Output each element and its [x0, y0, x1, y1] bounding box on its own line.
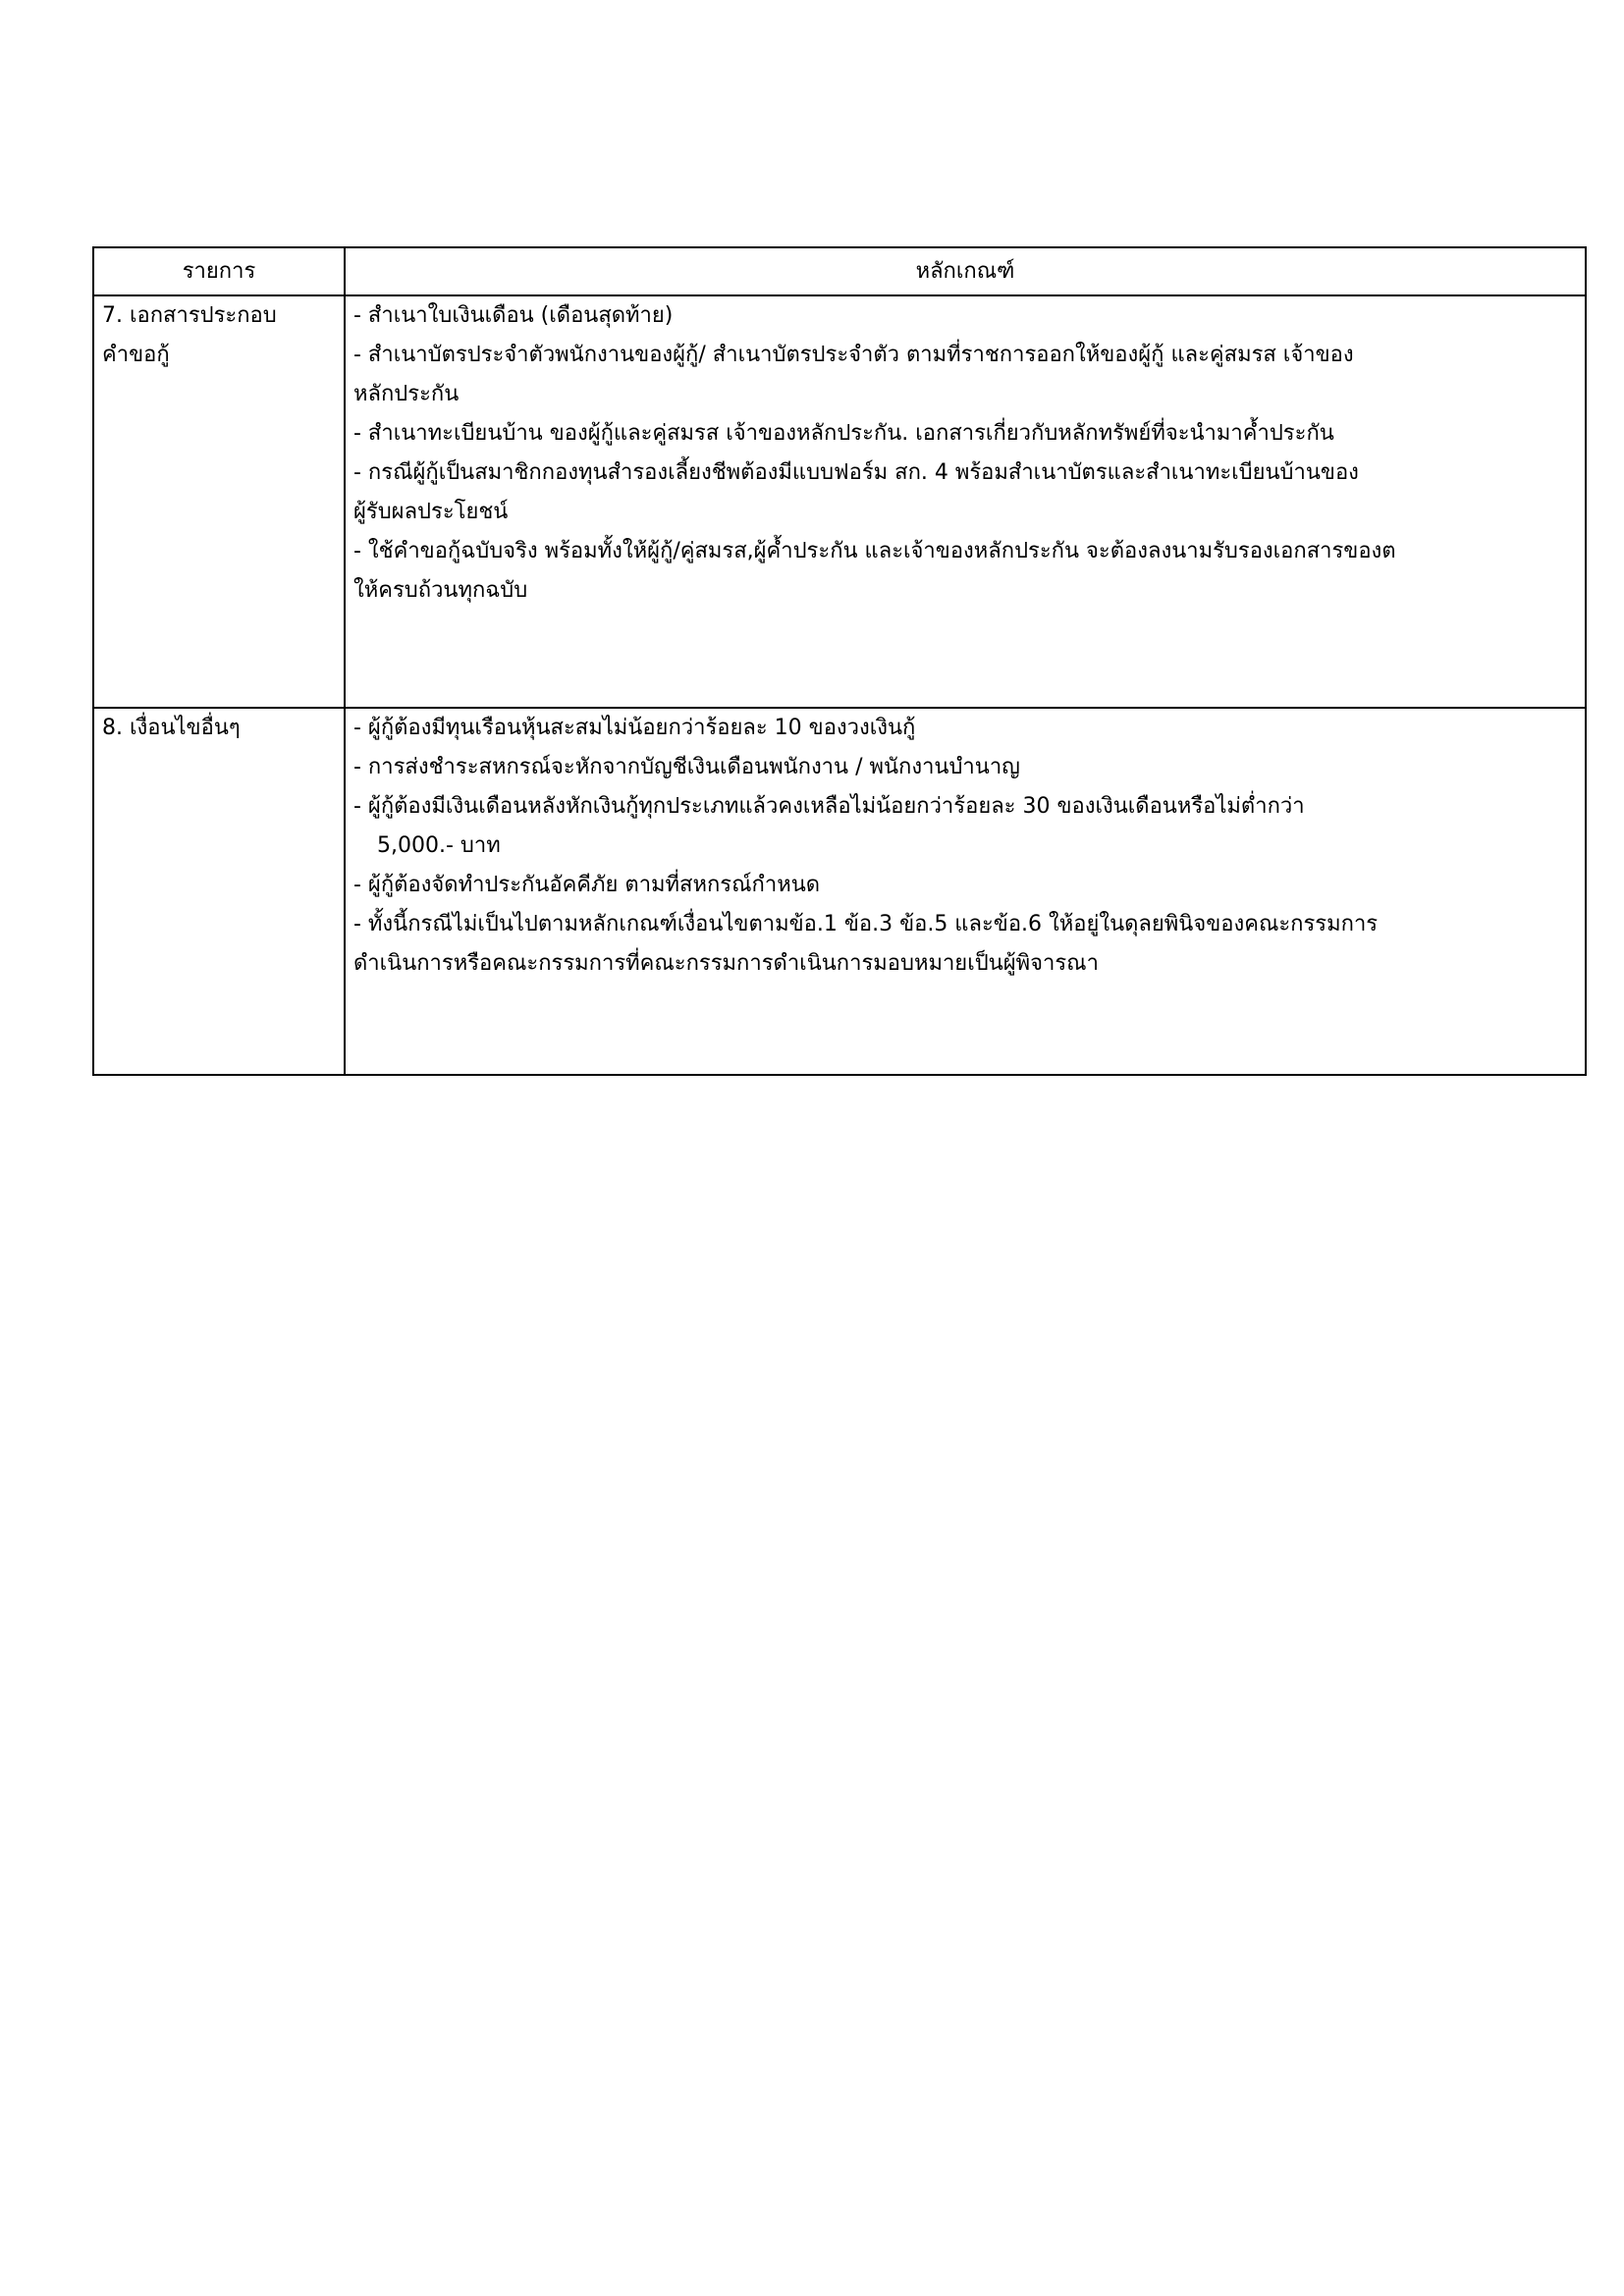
criteria-line: ดำเนินการหรือคณะกรรมการที่คณะกรรมการดำเนินการมอบหมายเป็นผู้พิจารณา	[353, 951, 1099, 976]
criteria-line: ผู้รับผลประโยชน์	[353, 500, 509, 524]
item-cell-other-conditions	[93, 708, 345, 1075]
item-cell-documents	[93, 295, 345, 708]
table-row-other-conditions	[93, 708, 1586, 1075]
criteria-line: - ใช้คำขอกู้ฉบับจริง พร้อมทั้งให้ผู้กู้/คู่สมรส,ผู้ค้ำประกัน และเจ้าของหลักประกัน จะต้องลงนามรับรองเอกสารของต	[353, 539, 1396, 563]
criteria-line: - ผู้กู้ต้องจัดทำประกันอัคคีภัย ตามที่สหกรณ์กำหนด	[353, 873, 821, 897]
criteria-line: - การส่งชำระสหกรณ์จะหักจากบัญชีเงินเดือนพนักงาน / พนักงานบำนาญ	[353, 755, 1020, 779]
criteria-line: - สำเนาบัตรประจำตัวพนักงานของผู้กู้/ สำเนาบัตรประจำตัว ตามที่ราชการออกให้ของผู้กู้ และคู่สมรส เจ้าของ	[353, 343, 1354, 367]
criteria-line: หลักประกัน	[353, 382, 460, 406]
criteria-line: 5,000.- บาท	[377, 833, 501, 858]
table-header-row	[93, 247, 1586, 295]
criteria-cell-other-conditions	[345, 708, 1586, 1075]
criteria-line: - สำเนาใบเงินเดือน (เดือนสุดท้าย)	[353, 303, 674, 328]
item-text: 7. เอกสารประกอบ	[102, 303, 277, 328]
table-row-documents	[93, 295, 1586, 708]
item-text: คำขอกู้	[102, 343, 170, 367]
item-text: 8. เงื่อนไขอื่นๆ	[102, 716, 241, 740]
criteria-cell-documents	[345, 295, 1586, 708]
header-item: รายการ	[93, 247, 345, 295]
criteria-table	[92, 246, 1587, 1076]
criteria-line: - ผู้กู้ต้องมีทุนเรือนหุ้นสะสมไม่น้อยกว่าร้อยละ 10 ของวงเงินกู้	[353, 716, 916, 740]
criteria-line: - ทั้งนี้กรณีไม่เป็นไปตามหลักเกณฑ์เงื่อนไขตามข้อ.1 ข้อ.3 ข้อ.5 และข้อ.6 ให้อยู่ในดุลยพินิจของคณะกรรมการ	[353, 912, 1379, 936]
criteria-line: - กรณีผู้กู้เป็นสมาชิกกองทุนสำรองเลี้ยงชีพต้องมีแบบฟอร์ม สก. 4 พร้อมสำเนาบัตรและสำเนาทะเบียนบ้านของ	[353, 460, 1359, 485]
criteria-line: - สำเนาทะเบียนบ้าน ของผู้กู้และคู่สมรส เจ้าของหลักประกัน. เอกสารเกี่ยวกับหลักทรัพย์ที่จะนำมาค้ำประกัน	[353, 421, 1334, 446]
criteria-line: ให้ครบถ้วนทุกฉบับ	[353, 578, 528, 603]
header-criteria: หลักเกณฑ์	[345, 247, 1586, 295]
criteria-line: - ผู้กู้ต้องมีเงินเดือนหลังหักเงินกู้ทุกประเภทแล้วคงเหลือไม่น้อยกว่าร้อยละ 30 ของเงินเดือนหรือไม่ต่ำกว่า	[353, 794, 1305, 819]
